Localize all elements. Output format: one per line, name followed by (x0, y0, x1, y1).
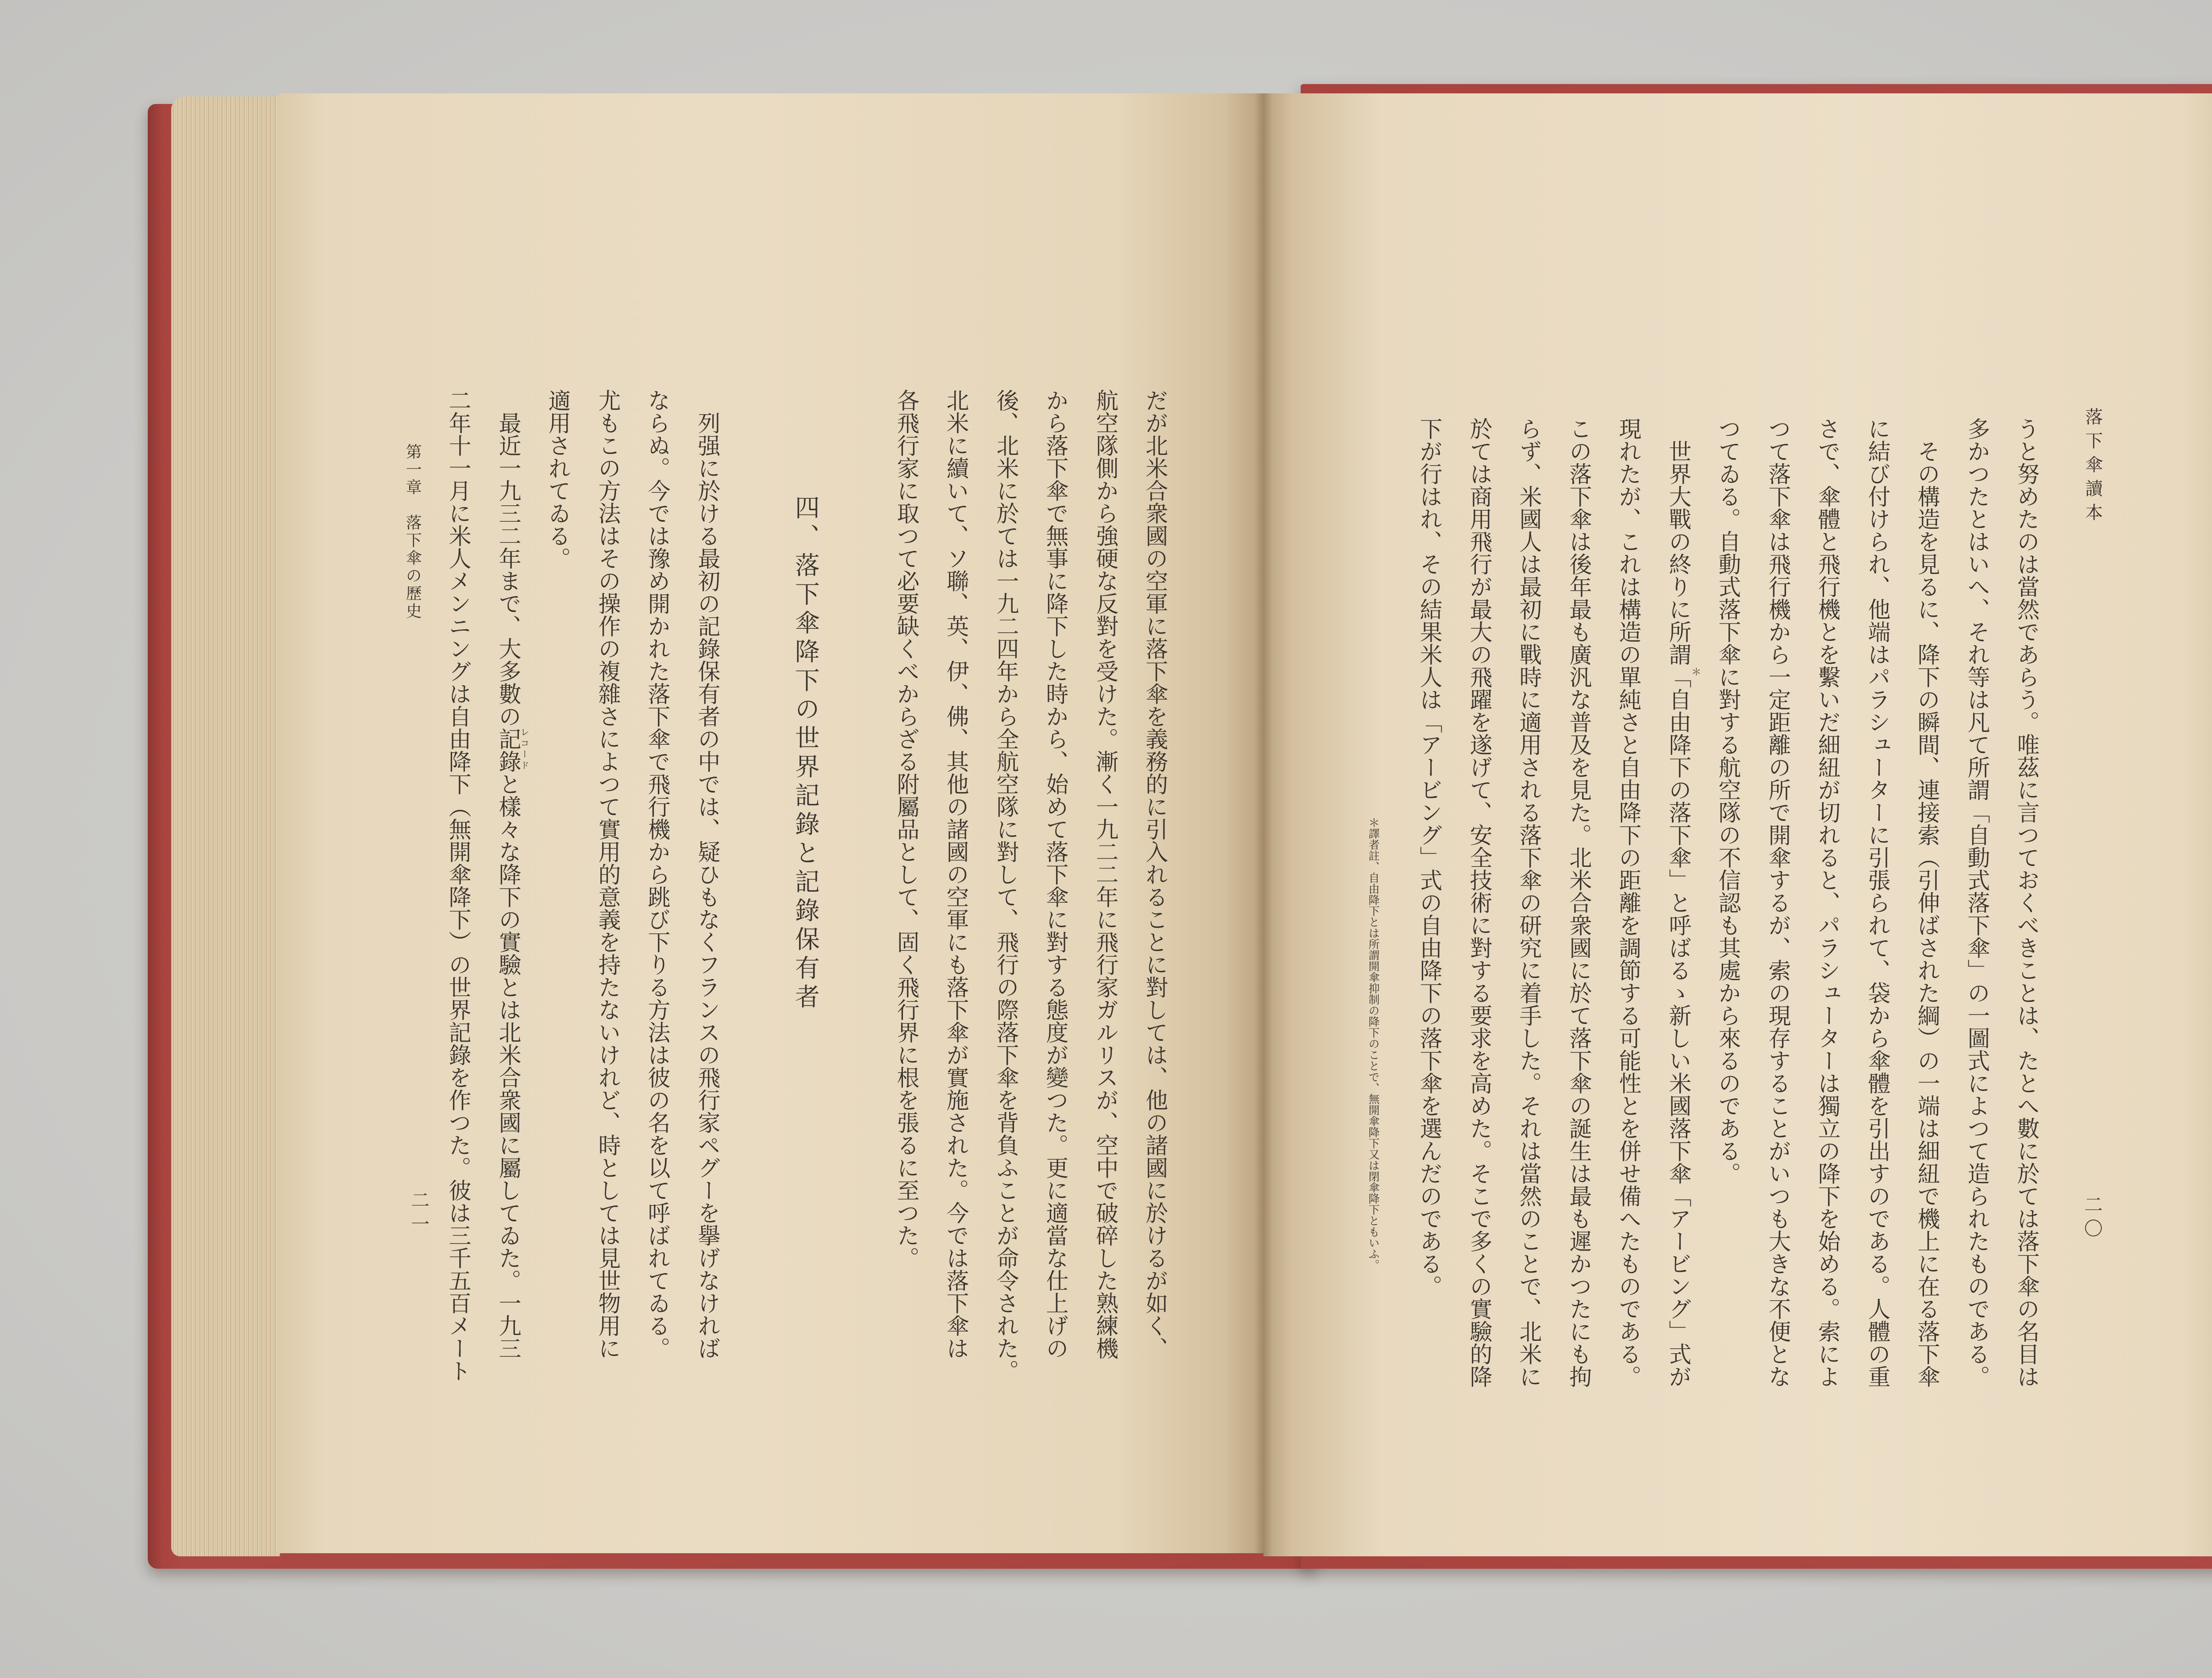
page-number-left: 二一 (408, 1190, 430, 1238)
running-header: 落下傘讀本 (2082, 408, 2103, 527)
left-page-line-3: から落下傘で無事に降下した時から、始めて落下傘に對する態度が變つた。更に適當な仕上げの (1042, 389, 1068, 1359)
left-page-line-12: 二年十一月に米人メンニングは自由降下（無開傘降下）の世界記錄を作つた。彼は三千五百メート (445, 389, 471, 1382)
right-page-line-8: 世界大戰の終りに所謂「自由降下の落下傘」と呼ばるゝ新しい米國落下傘「アービング」式が (1665, 440, 1691, 1388)
book-gutter-shadow (1255, 93, 1272, 1556)
right-page-line-9: 現れたが、これは構造の單純さと自由降下の距離を調節する可能性とを併せ備へたものである。 (1615, 417, 1641, 1388)
left-page-line-4: 後、北米に於ては一九二四年から全航空隊に對して、飛行の際落下傘を背負ふことが命令された。 (992, 389, 1018, 1382)
footnote-marker: ＊ (1690, 667, 1701, 677)
right-page-line-7: つてゐる。自動式落下傘に對する航空隊の不信認も其處から來るのである。 (1714, 417, 1740, 1185)
ruby-annotation: レコード (519, 727, 530, 772)
right-page (1263, 93, 2212, 1556)
right-page-line-11: らず、米國人は最初に戰時に適用される落下傘の研究に着手した。それは當然のことで、北米に (1515, 417, 1541, 1388)
left-page-line-10: 適用されてゐる。 (544, 389, 570, 570)
page-edges-left (171, 96, 280, 1556)
left-page-line-11: 最近一九三二年まで、大多數の記錄と樣々な降下の實驗とは北米合衆國に屬してゐた。一九三 (495, 412, 521, 1359)
left-page-line-5: 北米に續いて、ソ聯、英、伊、佛、其他の諸國の空軍にも落下傘が實施された。今では落下傘は (942, 389, 968, 1359)
right-page-line-10: この落下傘は後年最も廣汎な普及を見た。北米合衆國に於て落下傘の誕生は最も遲かつたにも拘 (1565, 417, 1591, 1388)
footnote: ＊譯者註、自由降下とは所謂開傘抑制の降下のことで、無開傘降下又は閉傘降下ともいふ。 (1367, 817, 1380, 1270)
left-page-line-9: 尤もこの方法はその操作の複雜さによつて實用的意義を持たないけれど、時としては見世物用に (594, 389, 620, 1359)
right-page-line-6: つて落下傘は飛行機から一定距離の所で開傘するが、索の現存することがいつも大きな不便とな (1764, 417, 1790, 1388)
running-footer: 第一章 落下傘の歷史 (403, 443, 422, 620)
right-page-line-13: 下が行はれ、その結果米人は「アービング」式の自由降下の落下傘を選んだのである。 (1416, 417, 1442, 1297)
right-page-line-3: その構造を見るに、降下の瞬間、連接索（引伸ばされた綱）の一端は細紐で機上に在る落下傘 (1913, 440, 1939, 1388)
left-page-line-8: ならぬ。今では豫め開かれた落下傘で飛行機から跳び下りる方法は彼の名を以て呼ばれてゐる。 (644, 389, 670, 1359)
left-page-line-2: 航空隊側から強硬な反對を受けた。漸く一九二二年に飛行家ガルリスが、空中で破碎した熟練機 (1092, 389, 1118, 1359)
left-page-line-7: 列强に於ける最初の記錄保有者の中では、疑ひもなくフランスの飛行家ペグーを擧げなければ (694, 412, 720, 1359)
left-page-line-1: だが北米合衆國の空軍に落下傘を義務的に引入れることに對しては、他の諸國に於けるが如く、 (1141, 389, 1167, 1359)
section-heading: 四、落下傘降下の世界記錄と記錄保有者 (791, 495, 820, 1012)
right-page-line-2: 多かつたとはいへ、それ等は凡て所謂「自動式落下傘」の一圖式によつて造られたものである。 (1963, 417, 1989, 1388)
right-page-line-1: うと努めたのは當然であらう。唯茲に言つておくべきことは、たとへ數に於ては落下傘の名目は (2013, 417, 2039, 1388)
right-page-line-5: さで、傘體と飛行機とを繫いだ細紐が切れると、パラシューターは獨立の降下を始める。索によ (1814, 417, 1840, 1388)
right-page-line-4: に結び付けられ、他端はパラシューターに引張られて、袋から傘體を引出すのである。人體の重 (1864, 417, 1890, 1388)
page-number-right: 二〇 (2081, 1195, 2103, 1243)
left-page-line-6: 各飛行家に取つて必要缺くべからざる附屬品として、固く飛行界に根を張るに至つた。 (893, 389, 919, 1269)
left-page (277, 93, 1263, 1553)
right-page-line-12: 於ては商用飛行が最大の飛躍を遂げて、安全技術に對する要求を高めた。そこで多くの實驗的降 (1466, 417, 1492, 1388)
